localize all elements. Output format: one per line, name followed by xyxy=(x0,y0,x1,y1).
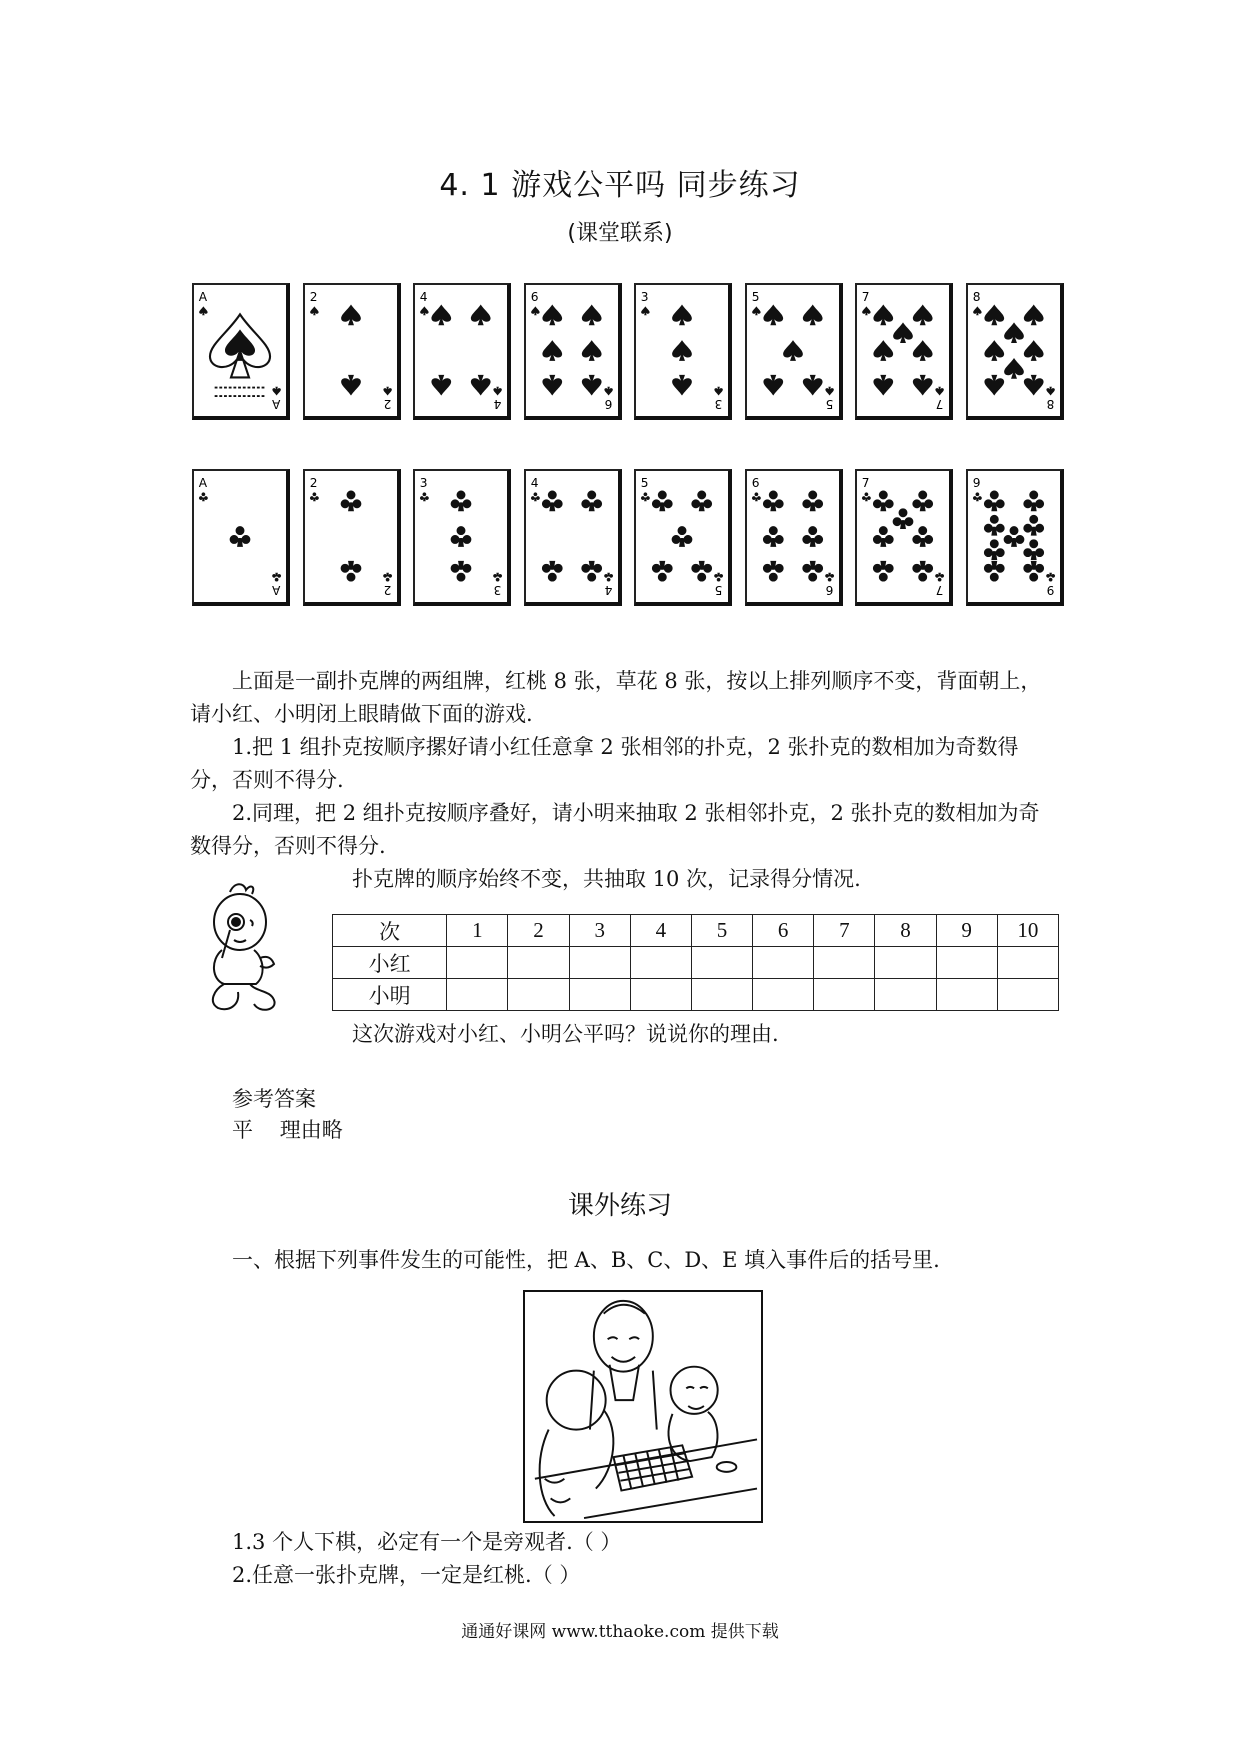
club-card-9 xyxy=(966,469,1064,606)
spade-icon xyxy=(225,329,255,361)
section-title: 课外练习 xyxy=(567,1191,672,1221)
spade-card-7 xyxy=(855,283,953,420)
table-header-label: 次 xyxy=(333,915,447,947)
club-card-7 xyxy=(855,469,953,606)
club-icon xyxy=(983,515,1004,536)
club-icon xyxy=(1023,539,1044,560)
spade-icon xyxy=(913,375,933,396)
spade-icon xyxy=(341,375,361,396)
club-corner-icon xyxy=(309,492,318,501)
club-card-rank-label: 2 xyxy=(309,476,317,491)
spade-corner-icon xyxy=(1046,387,1054,396)
item-2: 2.任意一张扑克牌，一定是红桃.（ ） xyxy=(232,1563,581,1587)
club-card-4 xyxy=(524,469,622,606)
table-cell xyxy=(753,979,814,1011)
spade-corner-icon xyxy=(199,306,207,315)
club-icon xyxy=(340,491,361,512)
spade-card-rank-label: 8 xyxy=(972,290,980,305)
club-card-rank-label-rotated: A xyxy=(272,582,281,597)
spade-icon xyxy=(542,340,562,361)
club-icon xyxy=(802,561,823,582)
club-corner-icon xyxy=(751,492,760,501)
club-icon xyxy=(762,491,783,512)
club-card-rank-label: 5 xyxy=(640,476,649,491)
score-table xyxy=(332,914,1059,1011)
spade-corner-icon xyxy=(752,306,760,315)
club-icon xyxy=(451,526,472,547)
table-cell xyxy=(569,947,630,979)
spade-card-rank-label: 7 xyxy=(861,290,870,305)
club-icon xyxy=(652,561,673,582)
spade-icon xyxy=(431,375,451,396)
table-cell xyxy=(753,947,814,979)
spade-card-rank-label-rotated: 5 xyxy=(825,396,833,411)
club-corner-icon xyxy=(862,492,871,501)
club-icon xyxy=(581,491,602,512)
footer: 通通好课网 www.tthaoke.com 提供下载 xyxy=(461,1622,779,1642)
table-header-cell: 7 xyxy=(814,915,875,947)
spade-corner-icon xyxy=(862,306,870,315)
spade-icon xyxy=(471,305,491,326)
club-corner-icon xyxy=(493,573,502,582)
table-cell xyxy=(569,979,630,1011)
club-icon xyxy=(1023,561,1044,582)
spade-icon xyxy=(581,340,601,361)
spade-icon xyxy=(672,305,692,326)
table-cell xyxy=(508,947,569,979)
table-cell xyxy=(936,979,997,1011)
spade-card-rank-label: 6 xyxy=(530,290,538,305)
club-icon xyxy=(873,491,894,512)
club-icon xyxy=(691,491,712,512)
spade-icon xyxy=(1023,305,1043,326)
spade-icon xyxy=(763,305,783,326)
club-icon xyxy=(1003,526,1024,547)
spade-corner-icon xyxy=(383,387,391,396)
club-icon xyxy=(451,561,472,582)
club-icon xyxy=(912,491,933,512)
spade-icon xyxy=(763,375,783,396)
club-icon xyxy=(873,526,894,547)
club-corner-icon xyxy=(714,573,723,582)
spade-icon xyxy=(542,305,562,326)
fairness-question: 这次游戏对小红、小明公平吗？说说你的理由. xyxy=(352,1022,779,1046)
spade-card-rank-label-rotated: 2 xyxy=(383,396,391,411)
spade-icon xyxy=(542,375,562,396)
table-header-cell: 5 xyxy=(691,915,752,947)
club-card-rank-label: A xyxy=(198,476,208,491)
club-card-rank-label-rotated: 9 xyxy=(1046,582,1054,597)
table-cell xyxy=(814,979,875,1011)
club-icon xyxy=(762,526,783,547)
club-card-A xyxy=(192,469,290,606)
spade-icon xyxy=(1023,340,1043,361)
spade-icon xyxy=(873,340,893,361)
table-row xyxy=(333,947,1059,979)
club-corner-icon xyxy=(604,573,613,582)
spade-card-rank-label-rotated: 8 xyxy=(1046,396,1054,411)
club-corner-icon xyxy=(825,573,834,582)
table-header-cell: 10 xyxy=(997,915,1058,947)
spade-icon xyxy=(893,322,913,343)
club-icon xyxy=(983,539,1004,560)
club-icon xyxy=(802,491,823,512)
spade-icon xyxy=(1023,375,1043,396)
club-card-rank-label: 9 xyxy=(972,476,980,491)
club-card-rank-label: 6 xyxy=(751,476,759,491)
club-card-3 xyxy=(413,469,511,606)
spade-card-row xyxy=(192,283,1062,426)
spade-card-4 xyxy=(413,283,511,420)
spade-icon xyxy=(984,305,1004,326)
table-header-cell: 8 xyxy=(875,915,936,947)
club-icon xyxy=(451,491,472,512)
spade-icon xyxy=(783,340,803,361)
item-1: 1.3 个人下棋，必定有一个是旁观者.（ ） xyxy=(232,1530,622,1554)
table-header-cell: 6 xyxy=(753,915,814,947)
club-card-rank-label-rotated: 6 xyxy=(825,582,833,597)
table-header-cell: 1 xyxy=(447,915,508,947)
club-card-row xyxy=(192,469,1062,612)
club-card-rank-label-rotated: 2 xyxy=(383,582,391,597)
spade-corner-icon xyxy=(973,306,981,315)
spade-corner-icon xyxy=(714,387,722,396)
club-icon xyxy=(912,561,933,582)
spade-icon xyxy=(873,375,893,396)
club-corner-icon xyxy=(272,573,281,582)
club-corner-icon xyxy=(641,492,650,501)
spade-icon xyxy=(581,305,601,326)
club-card-rank-label-rotated: 7 xyxy=(935,582,944,597)
table-row-label: 小红 xyxy=(333,947,447,979)
club-corner-icon xyxy=(420,492,429,501)
table-cell xyxy=(691,979,752,1011)
club-card-rank-label-rotated: 4 xyxy=(604,582,612,597)
table-header-cell: 4 xyxy=(630,915,691,947)
spade-corner-icon xyxy=(825,387,833,396)
child-illustration xyxy=(200,880,295,1015)
spade-corner-icon xyxy=(935,387,943,396)
chess-players-illustration xyxy=(523,1290,763,1523)
spade-icon xyxy=(802,305,822,326)
spade-card-3 xyxy=(634,283,732,420)
table-row-label: 小明 xyxy=(333,979,447,1011)
spade-icon xyxy=(1004,358,1024,379)
spade-corner-icon xyxy=(493,387,501,396)
table-cell xyxy=(630,947,691,979)
spade-corner-icon xyxy=(531,306,539,315)
spade-card-8 xyxy=(966,283,1064,420)
spade-card-rank-label: A xyxy=(198,290,208,305)
page-subtitle: (课堂联系) xyxy=(567,221,673,246)
club-card-rank-label: 4 xyxy=(530,476,538,491)
spade-corner-icon xyxy=(604,387,612,396)
spade-card-6 xyxy=(524,283,622,420)
spade-card-rank-label: 5 xyxy=(751,290,759,305)
spade-card-rank-label-rotated: A xyxy=(272,396,281,411)
table-cell xyxy=(447,947,508,979)
spade-icon xyxy=(672,375,692,396)
table-cell xyxy=(997,947,1058,979)
club-corner-icon xyxy=(530,492,539,501)
table-cell xyxy=(814,947,875,979)
club-icon xyxy=(541,491,562,512)
club-card-rank-label-rotated: 5 xyxy=(714,582,723,597)
spade-icon xyxy=(471,375,491,396)
table-header-cell: 3 xyxy=(569,915,630,947)
spade-card-rank-label-rotated: 6 xyxy=(604,396,612,411)
club-icon xyxy=(541,561,562,582)
club-icon xyxy=(912,526,933,547)
club-corner-icon xyxy=(972,492,981,501)
club-card-rank-label-rotated: 3 xyxy=(493,582,502,597)
spade-icon xyxy=(802,375,822,396)
table-cell xyxy=(875,979,936,1011)
club-icon xyxy=(1023,491,1044,512)
club-icon xyxy=(893,508,914,529)
table-cell xyxy=(875,947,936,979)
answer-label: 参考答案 xyxy=(232,1087,316,1111)
spade-card-5 xyxy=(745,283,843,420)
spade-icon xyxy=(913,305,933,326)
club-corner-icon xyxy=(383,573,392,582)
table-cell xyxy=(630,979,691,1011)
spade-icon xyxy=(873,305,893,326)
table-row xyxy=(333,979,1059,1011)
table-header-row xyxy=(333,915,1059,947)
club-card-rank-label: 3 xyxy=(419,476,428,491)
club-icon xyxy=(581,561,602,582)
spade-icon xyxy=(581,375,601,396)
club-icon xyxy=(802,526,823,547)
spade-icon xyxy=(431,305,451,326)
club-icon xyxy=(762,561,783,582)
spade-card-rank-label: 2 xyxy=(309,290,317,305)
club-corner-icon xyxy=(935,573,944,582)
club-icon xyxy=(230,526,251,547)
spade-icon xyxy=(913,340,933,361)
answer-text: 平 理由略 xyxy=(232,1118,343,1142)
club-card-5 xyxy=(634,469,732,606)
spade-corner-icon xyxy=(420,306,428,315)
table-cell xyxy=(997,979,1058,1011)
table-cell xyxy=(508,979,569,1011)
spade-icon xyxy=(984,340,1004,361)
club-icon xyxy=(873,561,894,582)
rule-1: 1.把 1 组扑克按顺序摞好请小红任意拿 2 张相邻的扑克，2 张扑克的数相加为奇数得分，否则不得分. xyxy=(190,735,1019,792)
club-card-6 xyxy=(745,469,843,606)
club-icon xyxy=(1023,515,1044,536)
club-icon xyxy=(652,491,673,512)
rule-2: 2.同理，把 2 组扑克按顺序叠好，请小明来抽取 2 张相邻扑克，2 张扑克的数相加为奇数得分，否则不得分. xyxy=(190,801,1040,858)
club-icon xyxy=(340,561,361,582)
spade-icon xyxy=(1004,322,1024,343)
spade-icon xyxy=(341,305,361,326)
spade-card-rank-label-rotated: 3 xyxy=(714,396,723,411)
club-icon xyxy=(983,561,1004,582)
table-header-cell: 2 xyxy=(508,915,569,947)
table-intro: 扑克牌的顺序始终不变，共抽取 10 次，记录得分情况. xyxy=(352,867,861,891)
page-title: 4. 1 游戏公平吗 同步练习 xyxy=(439,168,801,203)
table-header-cell: 9 xyxy=(936,915,997,947)
intro-paragraph: 上面是一副扑克牌的两组牌，红桃 8 张，草花 8 张，按以上排列顺序不变，背面朝上，请小红、小明闭上眼睛做下面的游戏. xyxy=(190,669,1042,726)
spade-corner-icon xyxy=(641,306,649,315)
spade-card-rank-label: 3 xyxy=(640,290,649,305)
club-card-rank-label: 7 xyxy=(861,476,870,491)
club-corner-icon xyxy=(199,492,208,501)
spade-corner-icon xyxy=(310,306,318,315)
spade-card-A xyxy=(192,283,290,420)
spade-card-rank-label-rotated: 7 xyxy=(935,396,944,411)
spade-icon xyxy=(672,340,692,361)
table-cell xyxy=(691,947,752,979)
table-cell xyxy=(447,979,508,1011)
club-icon xyxy=(672,526,693,547)
question-intro: 一、根据下列事件发生的可能性，把 A、B、C、D、E 填入事件后的括号里. xyxy=(232,1248,940,1272)
club-card-2 xyxy=(303,469,401,606)
spade-card-2 xyxy=(303,283,401,420)
club-corner-icon xyxy=(1046,573,1055,582)
spade-card-rank-label: 4 xyxy=(419,290,428,305)
club-icon xyxy=(983,491,1004,512)
club-icon xyxy=(691,561,712,582)
table-cell xyxy=(936,947,997,979)
spade-icon xyxy=(984,375,1004,396)
spade-corner-icon xyxy=(272,387,280,396)
spade-card-rank-label-rotated: 4 xyxy=(493,396,502,411)
